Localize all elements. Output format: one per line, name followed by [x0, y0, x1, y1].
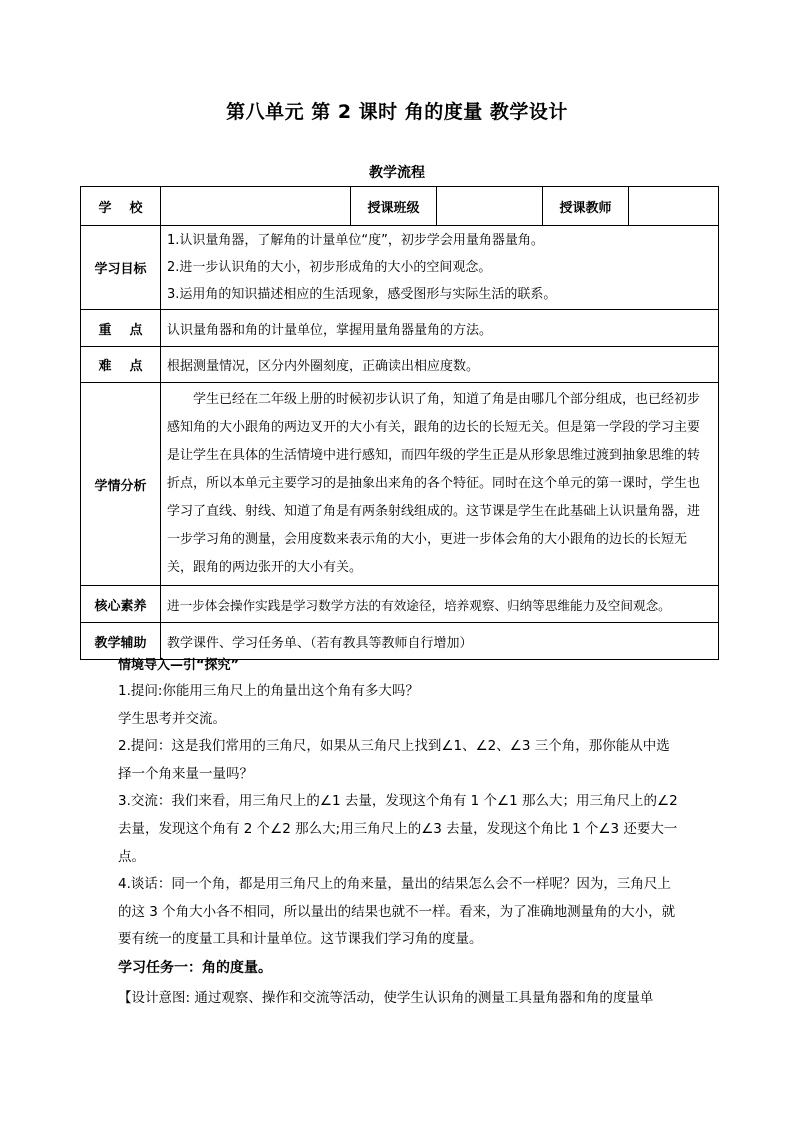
table-row	[81, 310, 719, 347]
class-value	[437, 187, 543, 226]
table-row	[81, 347, 719, 383]
paragraph: 2.提问：这是我们常用的三角尺，如果从三角尺上找到∠1、∠2、∠3 三个角，那你能从中选择一个角来量一量吗？	[118, 738, 670, 782]
table-row	[81, 586, 719, 623]
difficulty-value: 根据测量情况，区分内外圈刻度，正确读出相应度数。	[161, 347, 719, 383]
analysis-label: 学情分析	[81, 383, 161, 586]
goal-item: 2.进一步认识角的大小，初步形成角的大小的空间观念。	[167, 260, 492, 275]
task-heading: 学习任务一：角的度量。	[118, 960, 272, 976]
school-value	[161, 187, 351, 226]
lesson-table	[80, 186, 719, 660]
difficulty-label: 难 点	[81, 347, 161, 383]
aids-label: 教学辅助	[81, 623, 161, 660]
goals-label: 学习目标	[81, 226, 161, 310]
table-row	[81, 383, 719, 586]
section-title: 教学流程	[369, 165, 425, 181]
paragraph: 学生思考并交流。	[118, 710, 226, 727]
goals-cell	[161, 226, 719, 310]
analysis-value: 学生已经在二年级上册的时候初步认识了角，知道了角是由哪几个部分组成，也已经初步感知角的大小跟角的两边叉开的大小有关，跟角的边长的长短无关。但是第一学段的学习主要是让学生在具体的生活情境中进行感知，而四年级的学生正是从形象思维过渡到抽象思维的转折点，所以本单元主要学习的是抽象出来角的各个特征。同时在这个单元的第一课时，学生也学习了直线、射线、知道了角是有两条射线组成的。这节课是学生在此基础上认识量角器，进一步学习角的测量，会用度数来表示角的大小，更进一步体会角的大小跟角的边长的长短无关，跟角的两边张开的大小有关。	[161, 383, 719, 586]
class-label: 授课班级	[351, 187, 437, 226]
teacher-label: 授课教师	[543, 187, 629, 226]
aids-value: 教学课件、学习任务单、（若有教具等教师自行增加）	[161, 623, 719, 660]
literacy-value: 进一步体会操作实践是学习数学方法的有效途径，培养观察、归纳等思维能力及空间观念。	[161, 586, 719, 623]
teacher-value	[629, 187, 719, 226]
table-row	[81, 187, 719, 226]
literacy-label: 核心素养	[81, 586, 161, 623]
paragraph: 1.提问:你能用三角尺上的角量出这个角有多大吗？	[118, 683, 419, 699]
table-row	[81, 226, 719, 310]
lead-heading: 情境导入—引“探究”	[118, 658, 240, 673]
paragraph: 4.谈话：同一个角，都是用三角尺上的角来量，量出的结果怎么会不一样呢？因为，三角尺上的这 3 个角大小各不相同，所以量出的结果也就不一样。看来，为了准确地测量角的大小，就要有统一的度量工具和计量单位。这节课我们学习角的度量。	[118, 876, 676, 948]
page-title: 第八单元 第 2 课时 角的度量 教学设计	[226, 101, 568, 123]
goal-item: 1.认识量角器，了解角的计量单位“度”，初步学会用量角器量角。	[167, 233, 544, 248]
paragraph: 3.交流：我们来看，用三角尺上的∠1 去量，发现这个角有 1 个∠1 那么大；用三角尺上的∠2 去量，发现这个角有 2 个∠2 那么大;用三角尺上的∠3 去量，发现这个角比 1 个∠3 还要大一点。	[118, 793, 678, 865]
design-intent: 【设计意图: 通过观察、操作和交流等活动，使学生认识角的测量工具量角器和角的度量单	[118, 990, 654, 1006]
lesson-body	[118, 678, 678, 954]
goal-item: 3.运用角的知识描述相应的生活现象，感受图形与实际生活的联系。	[167, 287, 557, 302]
key-value: 认识量角器和角的计量单位，掌握用量角器量角的方法。	[161, 310, 719, 347]
school-label: 学 校	[81, 187, 161, 226]
key-label: 重 点	[81, 310, 161, 347]
